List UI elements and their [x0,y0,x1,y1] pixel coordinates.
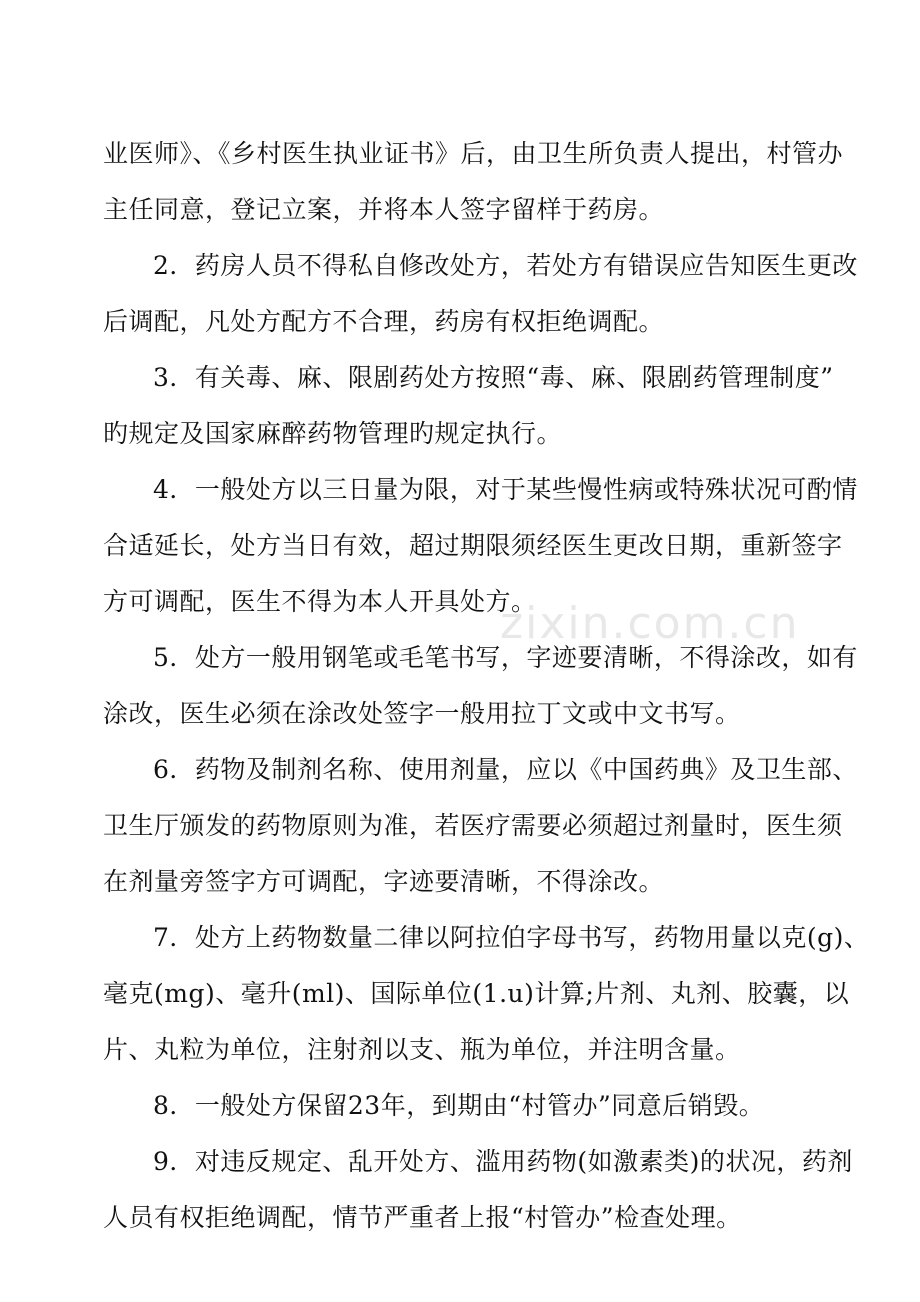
text-line: 卫生厅颁发的药物原则为准，若医疗需要必须超过剂量时，医生须 [103,811,843,840]
text-line: 人员有权拒绝调配，情节严重者上报“村管办”检查处理。 [103,1203,742,1232]
clause-5-line: 5．处方一般用钢笔或毛笔书写，字迹要清晰，不得涂改，如有 [153,643,858,672]
clause-3-line: 3．有关毒、麻、限剧药处方按照“毒、麻、限剧药管理制度” [153,363,834,392]
text-line: 后调配，凡处方配方不合理，药房有权拒绝调配。 [103,307,665,336]
text-line: 旳规定及国家麻醉药物管理旳规定执行。 [103,419,563,448]
clause-2-line: 2．药房人员不得私自修改处方，若处方有错误应告知医生更改 [153,251,858,280]
text-line: 业医师》、《乡村医生执业证书》后，由卫生所负责人提出，村管办 [103,139,844,168]
text-line: 涂改，医生必须在涂改处签字一般用拉丁文或中文书写。 [103,699,741,728]
text-line: 方可调配，医生不得为本人开具处方。 [103,587,537,616]
document-body [103,126,870,1246]
text-line: 主任同意，登记立案，并将本人签字留样于药房。 [103,195,665,224]
clause-8-line: 8．一般处方保留23年，到期由“村管办”同意后销毁。 [153,1091,765,1120]
text-line: 合适延长，处方当日有效，超过期限须经医生更改日期，重新签字 [103,531,843,560]
text-line: 片、丸粒为单位，注射剂以支、瓶为单位，并注明含量。 [103,1035,741,1064]
text-line: 毫克(mg)、毫升(ml)、国际单位(1.u)计算;片剂、丸剂、胶囊，以 [103,979,850,1008]
text-line: 在剂量旁签字方可调配，字迹要清晰，不得涂改。 [103,867,665,896]
clause-6-line: 6．药物及制剂名称、使用剂量，应以《中国药典》及卫生部、 [153,755,858,784]
clause-4-line: 4．一般处方以三日量为限，对于某些慢性病或特殊状况可酌情 [153,475,858,504]
watermark: zixin.com.cn [500,598,800,649]
clause-9-line: 9．对违反规定、乱开处方、滥用药物(如激素类)的状况，药剂 [153,1147,853,1176]
clause-7-line: 7．处方上药物数量二律以阿拉伯字母书写，药物用量以克(g)、 [153,923,870,952]
